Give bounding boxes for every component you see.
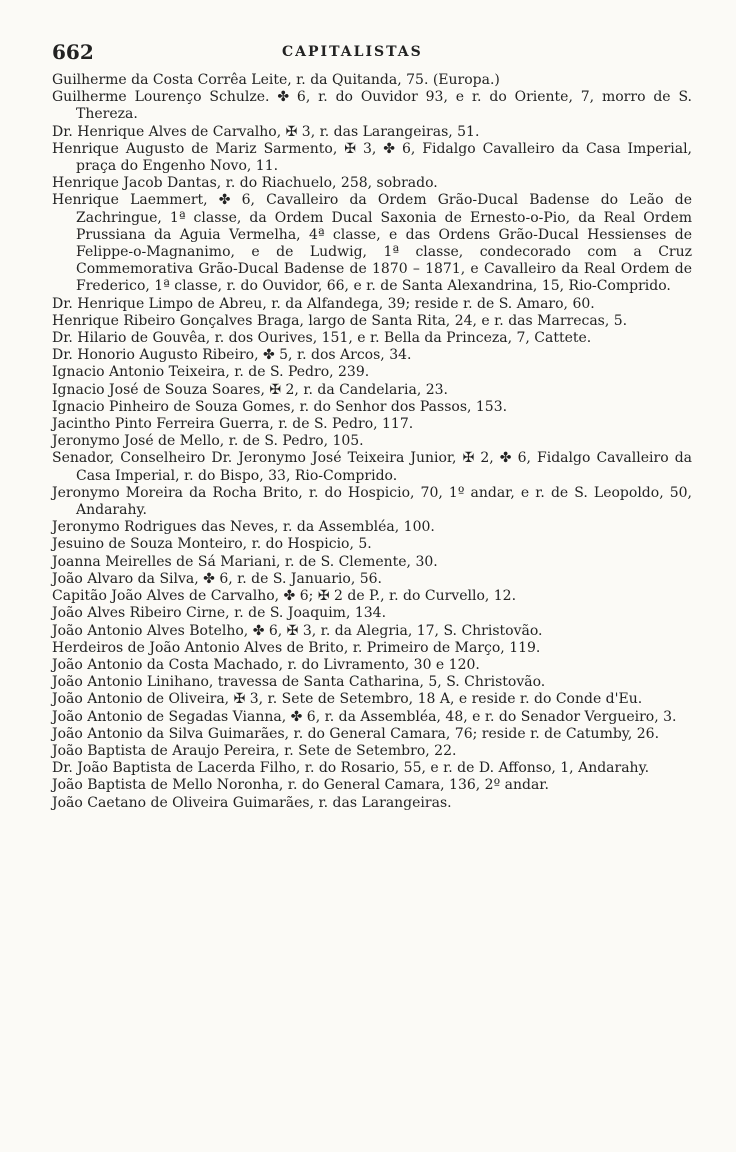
directory-entry: Henrique Augusto de Mariz Sarmento, ✠ 3, ✤ 6, Fidalgo Cavalleiro da Casa Imperial, praça do Engenho Novo, 11. [52,140,692,175]
directory-entry: João Antonio da Costa Machado, r. do Livramento, 30 e 120. [52,656,480,673]
directory-entry: João Antonio de Oliveira, ✠ 3, r. Sete de Setembro, 18 A, e reside r. do Conde d'Eu. [52,691,643,708]
directory-entry: Guilherme Lourenço Schulze. ✤ 6, r. do Ouvidor 93, e r. do Oriente, 7, morro de S. Thereza. [52,89,692,123]
directory-entry: Henrique Laemmert, ✤ 6, Cavalleiro da Ordem Grão-Ducal Badense do Leão de Zachringue, 1ª classe, da Ordem Ducal Saxonia de Ernesto-o-Pio, da Real Ordem Prussiana da Aguia Vermelha, 4ª classe, e das Ordens Grão-Ducal Hessienses de Felippe-o-Magnanimo, e de Ludwig, 1ª classe, condecorado com a Cruz Commemorativa Grão-Ducal Badense de 1870 – 1871, e Cavalleiro da Real Ordem de Frederico, 1ª classe, r. do Ouvidor, 66, e r. de Santa Alexandrina, 15, Rio-Comprido. [52,192,692,295]
directory-entry: João Antonio da Silva Guimarães, r. do General Camara, 76; reside r. de Catumby, 26. [52,725,660,742]
page [52,40,692,812]
directory-entry: Herdeiros de João Antonio Alves de Brito, r. Primeiro de Março, 119. [52,639,541,656]
page-header [52,40,692,66]
directory-entry: João Antonio Linihano, travessa de Santa Catharina, 5, S. Christovão. [52,674,546,691]
directory-entry: Joanna Meirelles de Sá Mariani, r. de S. Clemente, 30. [52,553,438,570]
directory-entry: Jesuino de Souza Monteiro, r. do Hospicio, 5. [52,536,372,553]
directory-entry: Capitão João Alves de Carvalho, ✤ 6; ✠ 2 de P., r. do Curvello, 12. [52,588,517,605]
directory-entry: Jacintho Pinto Ferreira Guerra, r. de S. Pedro, 117. [52,416,414,433]
directory-entry: Dr. Henrique Alves de Carvalho, ✠ 3, r. das Larangeiras, 51. [52,123,480,140]
page-number: 662 [52,40,94,64]
directory-list [52,72,692,812]
directory-entry: Dr. Honorio Augusto Ribeiro, ✤ 5, r. dos Arcos, 34. [52,347,412,364]
directory-entry: Henrique Ribeiro Gonçalves Braga, largo de Santa Rita, 24, e r. das Marrecas, 5. [52,312,628,329]
directory-entry: Dr. Hilario de Gouvêa, r. dos Ourives, 151, e r. Bella da Princeza, 7, Cattete. [52,330,592,347]
directory-entry: João Baptista de Mello Noronha, r. do General Camara, 136, 2º andar. [52,777,549,794]
directory-entry: João Caetano de Oliveira Guimarães, r. das Larangeiras. [52,794,452,811]
directory-entry: Jeronymo Rodrigues das Neves, r. da Assembléa, 100. [52,519,435,536]
directory-entry: João Baptista de Araujo Pereira, r. Sete de Setembro, 22. [52,742,457,759]
directory-entry: Dr. Henrique Limpo de Abreu, r. da Alfandega, 39; reside r. de S. Amaro, 60. [52,295,595,312]
directory-entry: João Alves Ribeiro Cirne, r. de S. Joaquim, 134. [52,605,387,622]
directory-entry: Senador, Conselheiro Dr. Jeronymo José Teixeira Junior, ✠ 2, ✤ 6, Fidalgo Cavalleiro da Casa Imperial, r. do Bispo, 33, Rio-Comprido. [52,450,692,484]
directory-entry: João Antonio Alves Botelho, ✤ 6, ✠ 3, r. da Alegria, 17, S. Christovão. [52,622,543,639]
directory-entry: Dr. João Baptista de Lacerda Filho, r. do Rosario, 55, e r. de D. Affonso, 1, Andarahy. [52,760,650,777]
directory-entry: Jeronymo José de Mello, r. de S. Pedro, 105. [52,433,364,450]
directory-entry: Henrique Jacob Dantas, r. do Riachuelo, 258, sobrado. [52,175,438,192]
running-title: CAPITALISTAS [282,44,423,60]
directory-entry: Ignacio José de Souza Soares, ✠ 2, r. da Candelaria, 23. [52,381,448,398]
directory-entry: Jeronymo Moreira da Rocha Brito, r. do Hospicio, 70, 1º andar, e r. de S. Leopoldo, 50, Andarahy. [52,484,692,519]
directory-entry: Ignacio Pinheiro de Souza Gomes, r. do Senhor dos Passos, 153. [52,398,508,415]
directory-entry: João Alvaro da Silva, ✤ 6, r. de S. Januario, 56. [52,570,382,587]
directory-entry: Ignacio Antonio Teixeira, r. de S. Pedro, 239. [52,364,370,381]
directory-entry: João Antonio de Segadas Vianna, ✤ 6, r. da Assembléa, 48, e r. do Senador Vergueiro, 3. [52,708,677,725]
directory-entry: Guilherme da Costa Corrêa Leite, r. da Quitanda, 75. (Europa.) [52,72,500,88]
